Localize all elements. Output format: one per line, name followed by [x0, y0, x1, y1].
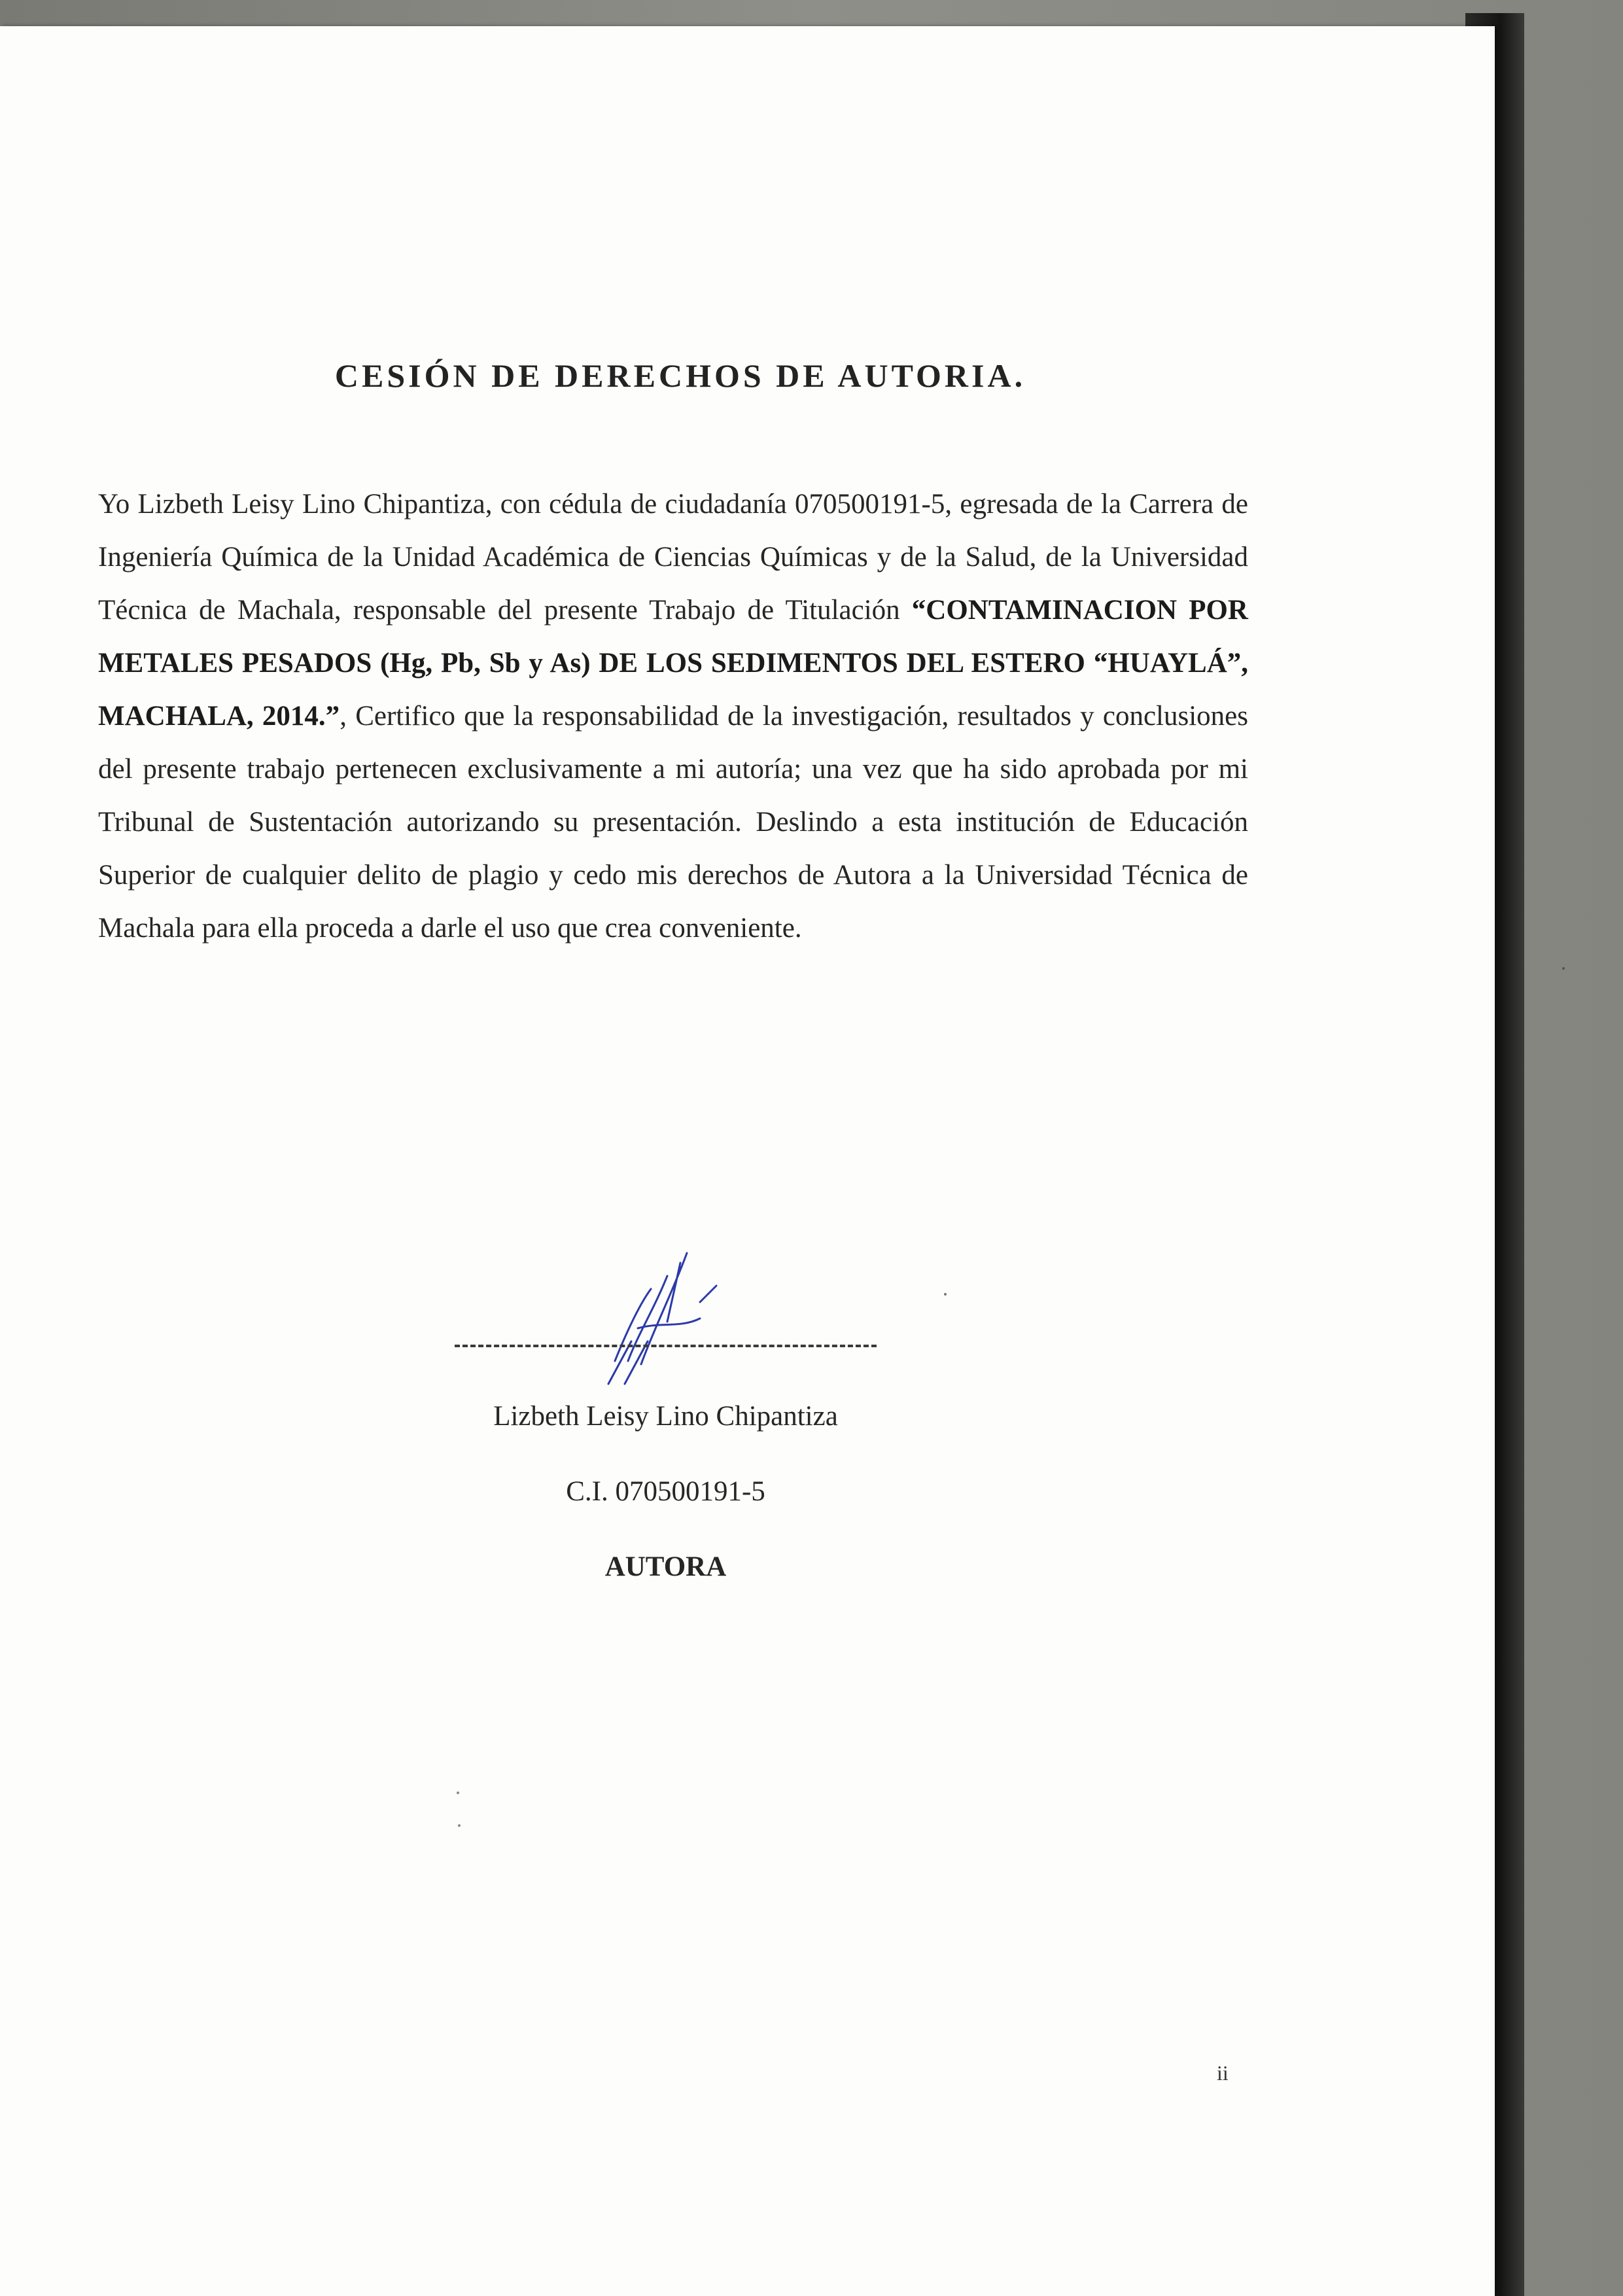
body-intro: Yo Lizbeth Leisy Lino Chipantiza, con cédula de ciudadanía 070500191-5, egresada de la Carrera de Ingeniería Química de la Unidad Académica de Ciencias Químicas y de la Salud, de la Universidad Técnica de Machala, responsable del presente Trabajo de Titulación: [98, 489, 1248, 626]
signer-name: Lizbeth Leisy Lino Chipantiza: [493, 1401, 838, 1432]
signer-role: AUTORA: [604, 1551, 727, 1582]
body-rest: , Certifico que la responsabilidad de la investigación, resultados y conclusiones del presente trabajo pertenecen exclusivamente a mi autoría; una vez que ha sido aprobada por mi Tribunal de Sustentación autorizando su presentación. Deslindo a esta institución de Educación Superior de cualquier delito de plagio y cedo mis derechos de Autora a la Universidad Técnica de Machala para ella proceda a darle el uso que crea conveniente.: [98, 701, 1248, 944]
thesis-title: “CONTAMINACION POR METALES PESADOS (Hg, Pb, Sb y As) DE LOS SEDIMENTOS DEL ESTERO “HUAYLÁ”, MACHALA, 2014.”: [98, 595, 1248, 732]
document-title: CESIÓN DE DERECHOS DE AUTORIA.: [334, 357, 1026, 394]
page-number: ii: [1217, 2061, 1229, 2085]
signer-id: C.I. 070500191-5: [566, 1476, 765, 1507]
